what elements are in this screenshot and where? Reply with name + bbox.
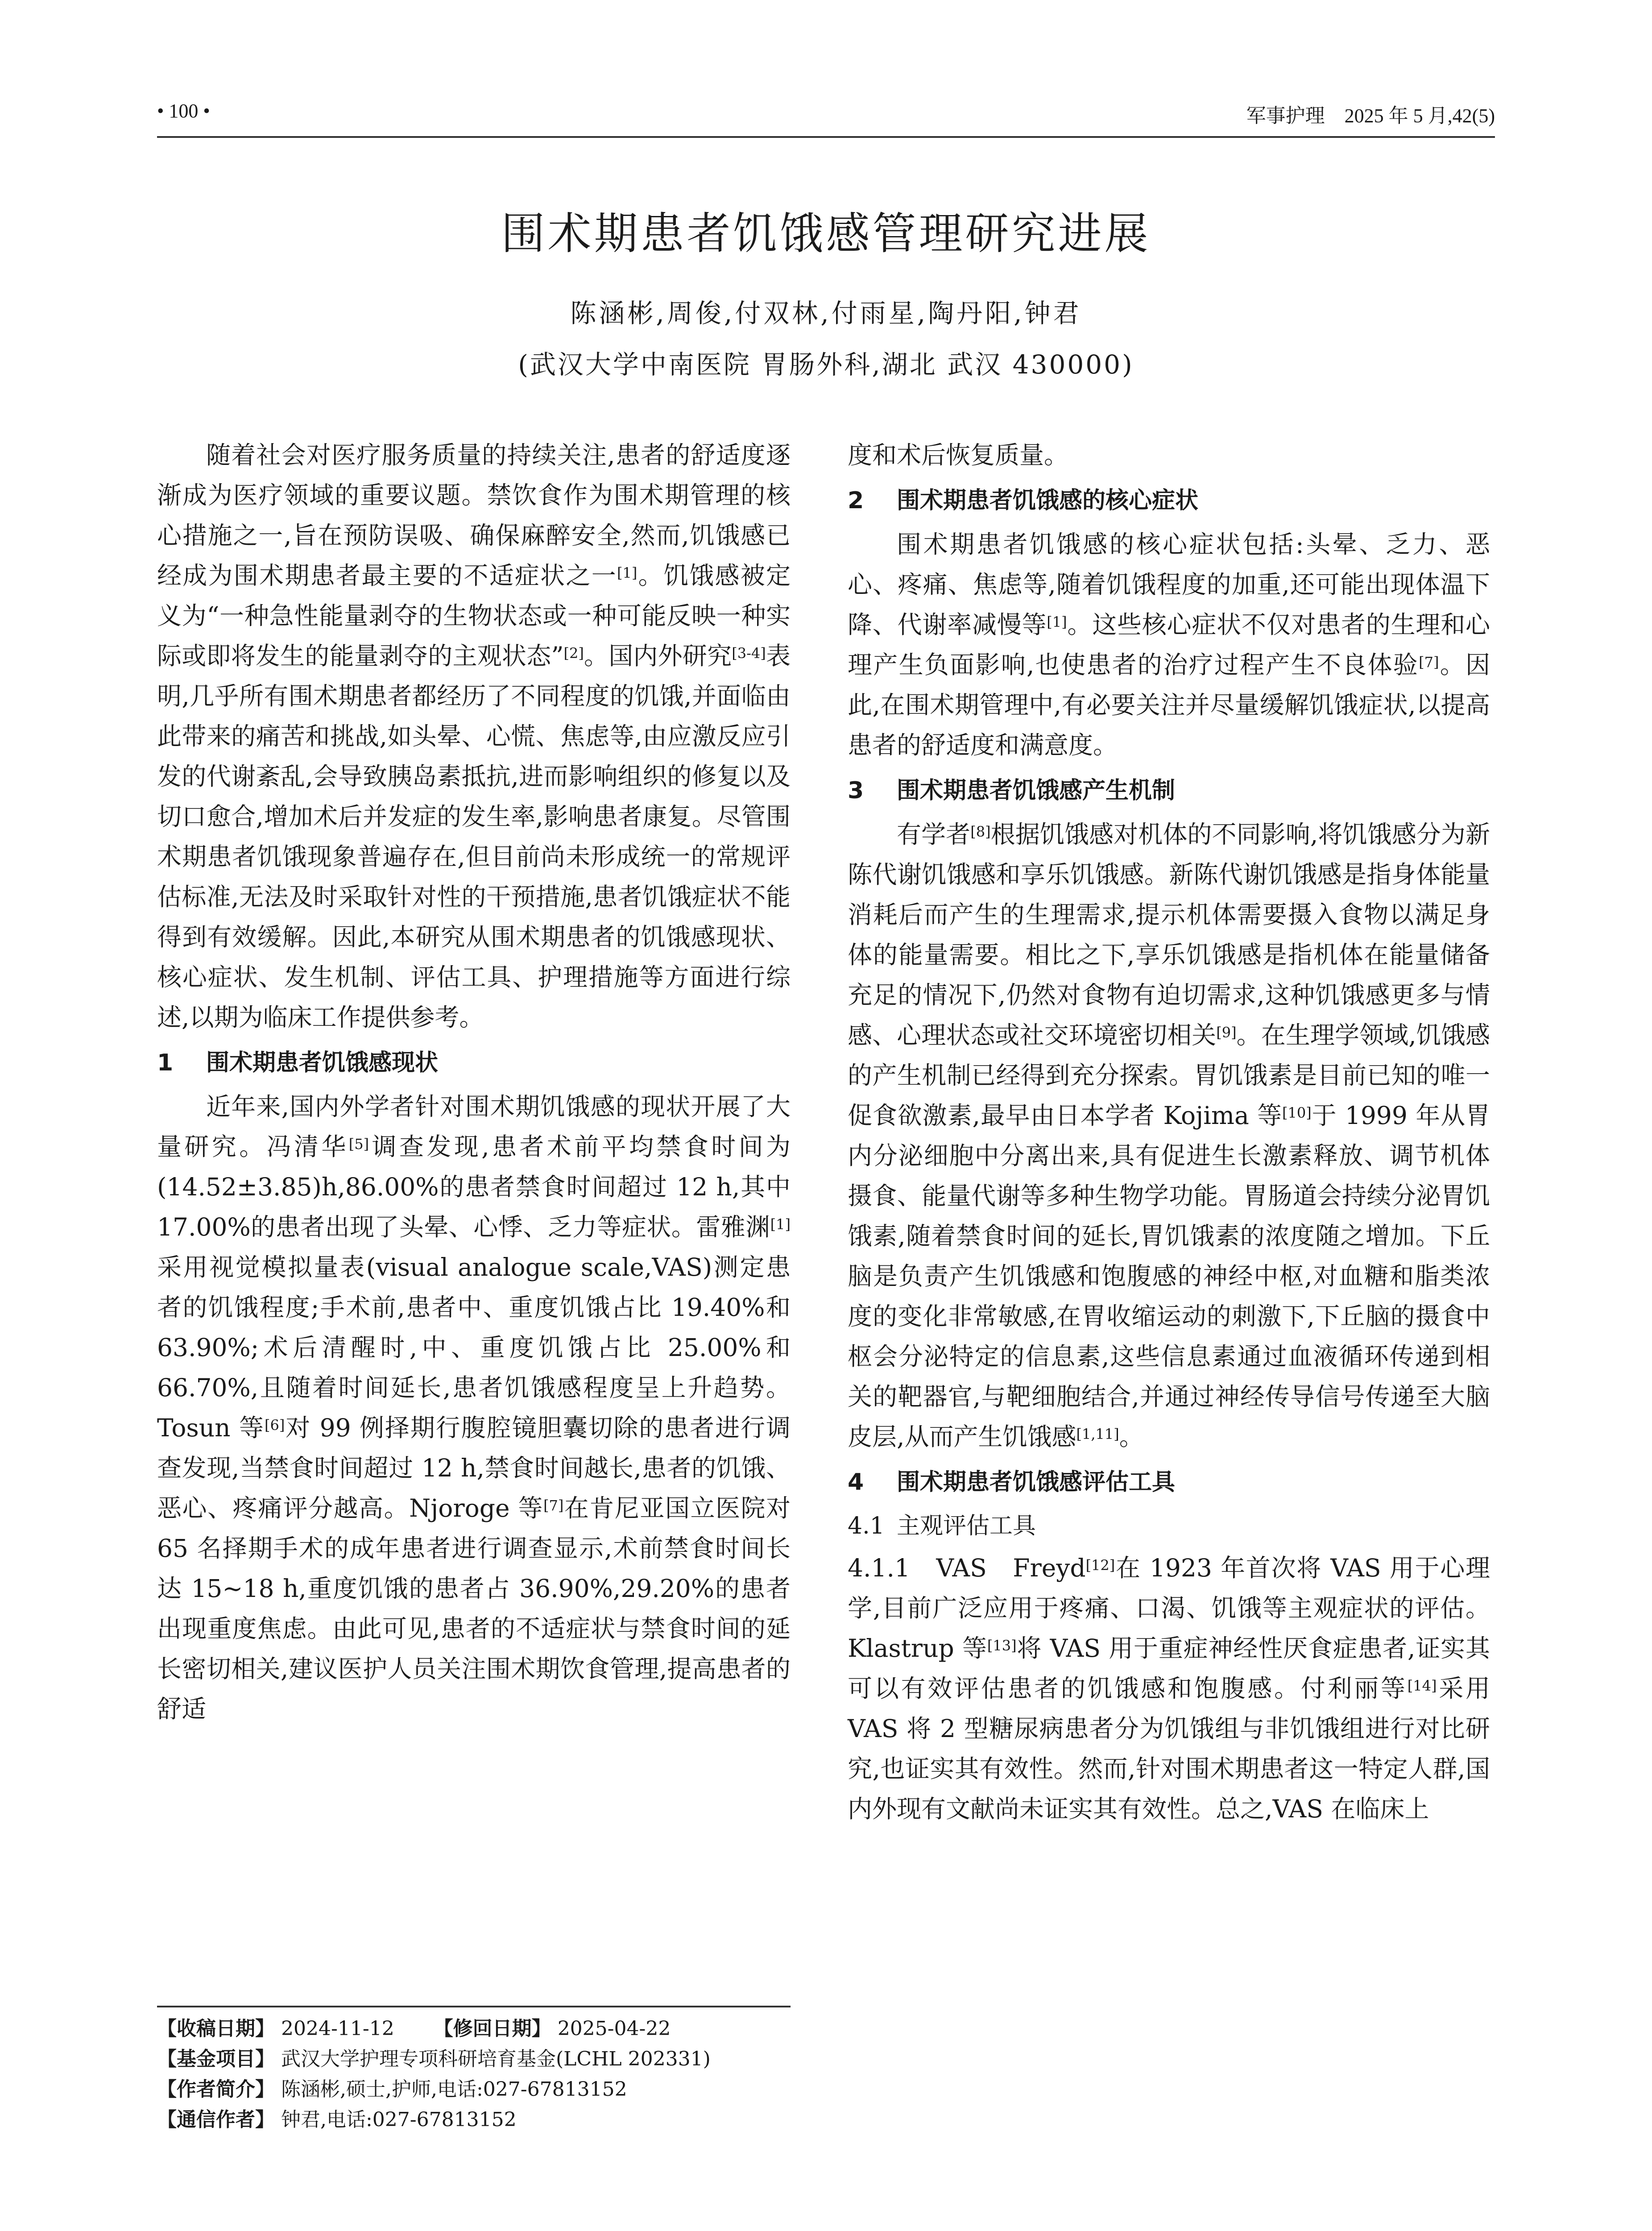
author-list: 陈涵彬,周俊,付双林,付雨星,陶丹阳,钟君 [570,298,1082,328]
left-column [157,435,791,1729]
received-date: 2024-11-12 [281,2017,394,2040]
affiliation: (武汉大学中南医院 胃肠外科,湖北 武汉 430000) [518,349,1134,380]
citation-ref[interactable]: [8] [970,823,991,840]
section-heading-2: 2 围术期患者饥饿感的核心症状 [848,487,1199,514]
section-heading-3: 3 围术期患者饥饿感产生机制 [848,777,1176,804]
revised-date: 2025-04-22 [557,2017,671,2040]
citation-ref[interactable]: [14] [1407,1677,1437,1694]
citation-ref[interactable]: [5] [348,1136,369,1153]
intro-paragraph: 随着社会对医疗服务质量的持续关注,患者的舒适度逐渐成为医疗领域的重要议题。禁饮食作为围术期管理的核心措施之一,旨在预防误吸、确保麻醉安全,然而,饥饿感已经成为围术期患者最主要的不适症状之一[1]。饥饿感被定义为“一种急性能量剥夺的生物状态或一种可能反映一种实际或即将发生的能量剥夺的主观状态”[2]。国内外研究[3-4]表明,几乎所有围术期患者都经历了不同程度的饥饿,并面临由此带来的痛苦和挑战,如头晕、心慌、焦虑等,由应激反应引发的代谢紊乱,会导致胰岛素抵抗,进而影响组织的修复以及切口愈合,增加术后并发症的发生率,影响患者康复。尽管围术期患者饥饿现象普遍存在,但目前尚未形成统一的常规评估标准,无法及时采取针对性的干预措施,患者饥饿症状不能得到有效缓解。因此,本研究从围术期患者的饥饿感现状、核心症状、发生机制、评估工具、护理措施等方面进行综述,以期为临床工作提供参考。 [157,441,791,1032]
section-heading-4: 4 围术期患者饥饿感评估工具 [848,1469,1176,1496]
footnote-author: 【作者简介】 陈涵彬,硕士,护师,电话:027-67813152 [157,2078,627,2101]
citation-ref[interactable]: [1] [617,564,638,581]
footnote-dates: 【收稿日期】 2024-11-12 【修回日期】 2025-04-22 [157,2017,671,2040]
footnote-corresponding: 【通信作者】 钟君,电话:027-67813152 [157,2108,517,2131]
citation-ref[interactable]: [1] [770,1216,791,1233]
citation-ref[interactable]: [12] [1085,1557,1115,1574]
section-1-paragraph: 近年来,国内外学者针对围术期饥饿感的现状开展了大量研究。冯清华[5]调查发现,患者术前平均禁食时间为(14.52±3.85)h,86.00%的患者禁食时间超过 12 h,其中 17.00%的患者出现了头晕、心悸、乏力等症状。雷雅渊[1]采用视觉模拟量表(visual analogue scale,VAS)测定患者的饥饿程度;手术前,患者中、重度饥饿占比 19.40%和 63.90%;术后清醒时,中、重度饥饿占比 25.00%和 66.70%,且随着时间延长,患者饥饿感程度呈上升趋势。Tosun 等[6]对 99 例择期行腹腔镜胆囊切除的患者进行调查发现,当禁食时间超过 12 h,禁食时间越长,患者的饥饿、恶心、疼痛评分越高。Njoroge 等[7]在肯尼亚国立医院对 65 名择期手术的成年患者进行调查显示,术前禁食时间长达 15~18 h,重度饥饿的患者占 36.90%,29.20%的患者出现重度焦虑。由此可见,患者的不适症状与禁食时间的延长密切相关,建议医护人员关注围术期饮食管理,提高患者的舒适 [157,1092,791,1723]
page-number: • 100 • [157,100,210,122]
citation-ref[interactable]: [6] [264,1417,285,1434]
section-3-paragraph: 有学者[8]根据饥饿感对机体的不同影响,将饥饿感分为新陈代谢饥饿感和享乐饥饿感。新陈代谢饥饿感是指身体能量消耗后而产生的生理需求,提示机体需要摄入食物以满足身体的能量需要。相比之下,享乐饥饿感是指机体在能量储备充足的情况下,仍然对食物有迫切需求,这种饥饿感更多与情感、心理状态或社交环境密切相关[9]。在生理学领域,饥饿感的产生机制已经得到充分探索。胃饥饿素是目前已知的唯一促食欲激素,最早由日本学者 Kojima 等[10]于 1999 年从胃内分泌细胞中分离出来,具有促进生长激素释放、调节机体摄食、能量代谢等多种生物学功能。胃肠道会持续分泌胃饥饿素,随着禁食时间的延长,胃饥饿素的浓度随之增加。下丘脑是负责产生饥饿感和饱腹感的神经中枢,对血糖和脂类浓度的变化非常敏感,在胃收缩运动的刺激下,下丘脑的摄食中枢会分泌特定的信息素,这些信息素通过血液循环传递到相关的靶器官,与靶细胞结合,并通过神经传导信号传递至大脑皮层,从而产生饥饿感[1,11]。 [848,820,1491,1451]
right-column [848,435,1490,1829]
journal-citation: 军事护理 2025 年 5 月,42(5) [1246,105,1495,127]
section-2-paragraph: 围术期患者饥饿感的核心症状包括:头晕、乏力、恶心、疼痛、焦虑等,随着饥饿程度的加重,还可能出现体温下降、代谢率减慢等[1]。这些核心症状不仅对患者的生理和心理产生负面影响,也使患者的治疗过程产生不良体验[7]。因此,在围术期管理中,有必要关注并尽量缓解饥饿症状,以提高患者的舒适度和满意度。 [848,530,1490,759]
subsubsection-title: VAS [936,1554,987,1582]
footnote-fund: 【基金项目】 武汉大学护理专项科研培育基金(LCHL 202331) [157,2048,711,2070]
citation-ref[interactable]: [9] [1216,1024,1237,1041]
subsection-4-1-1-paragraph: 4.1.1 VAS Freyd[12]在 1923 年首次将 VAS 用于心理学,目前广泛应用于疼痛、口渴、饥饿等主观症状的评估。Klastrup 等[13]将 VAS 用于重症神经性厌食症患者,证实其可以有效评估患者的饥饿感和饱腹感。付利丽等[14]采用 VAS 将 2 型糖尿病患者分为饥饿组与非饥饿组进行对比研究,也证实其有效性。然而,针对围术期患者这一特定人群,国内外现有文献尚未证实其有效性。总之,VAS 在临床上 [848,1554,1491,1823]
citation-ref[interactable]: [7] [543,1497,564,1514]
subsection-heading-4-1: 4.1 主观评估工具 [848,1513,1036,1539]
citation-ref[interactable]: [13] [987,1637,1017,1654]
section-1-continuation: 度和术后恢复质量。 [848,441,1069,469]
citation-ref[interactable]: [1] [1047,614,1067,630]
citation-ref[interactable]: [10] [1282,1104,1312,1121]
citation-ref[interactable]: [1,11] [1076,1426,1119,1443]
section-heading-1: 1 围术期患者饥饿感现状 [157,1049,439,1076]
citation-ref[interactable]: [2] [563,645,584,662]
citation-ref[interactable]: [7] [1419,654,1439,671]
subsubsection-number: 4.1.1 [848,1554,910,1582]
running-header [157,96,1495,138]
citation-ref[interactable]: [3-4] [732,645,766,662]
article-title: 围术期患者饥饿感管理研究进展 [501,208,1151,259]
article-footnote [157,2006,791,2135]
